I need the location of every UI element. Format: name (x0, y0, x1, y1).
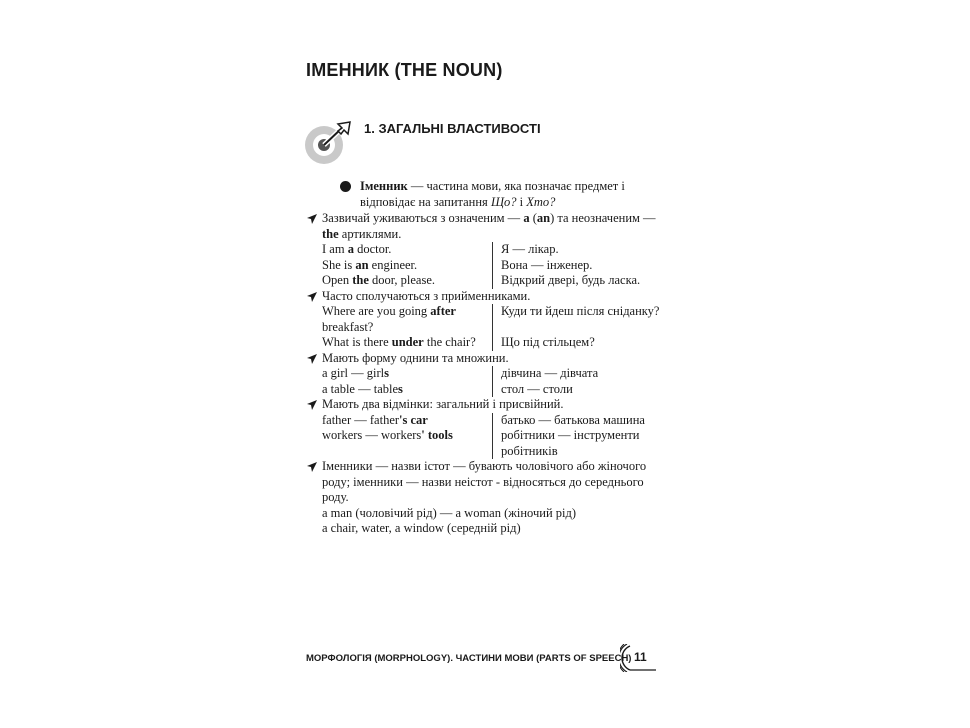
rule-text: Мають два відмінки: загальний і присвійний. (322, 397, 564, 411)
example-table (322, 413, 666, 460)
arrow-bullet-icon (306, 461, 318, 473)
example-en: I am a doctor. (322, 242, 392, 256)
rule-text: ( (529, 211, 537, 225)
definition-term: Іменник (360, 179, 408, 193)
bullet-dot-icon (340, 181, 351, 192)
definition (340, 178, 670, 210)
question-what: Що? (490, 195, 517, 209)
example-uk: стол — столи (492, 382, 666, 398)
arrow-bullet-icon (306, 353, 318, 365)
rule-articles (306, 211, 666, 242)
rule-text: Мають форму однини та множини. (322, 350, 509, 365)
example-uk: Куди ти йдеш після сніданку? (492, 304, 666, 335)
arrow-bullet-icon (306, 213, 318, 225)
rule-text: Зазвичай уживаються з означеним — (322, 211, 524, 225)
question-who: Хто? (526, 195, 556, 209)
definition-and: і (516, 195, 527, 209)
example-uk: батько — батькова машина (492, 413, 666, 429)
example-en: a girl — girls (322, 366, 390, 380)
example-table (322, 304, 666, 351)
example-en: a table — tables (322, 381, 403, 396)
definition-text: — частина мови, яка позначає предмет і відповідає на запитання (360, 179, 625, 209)
rule-text: артиклями. (338, 226, 402, 241)
example-en: Open the door, please. (322, 273, 436, 287)
example-uk: робітники — інструменти робітників (492, 428, 666, 459)
example-uk: Вона — інженер. (492, 258, 666, 274)
article-the: the (322, 226, 339, 241)
example-table (322, 366, 666, 397)
rule-case (306, 397, 666, 413)
arrow-bullet-icon (306, 291, 318, 303)
example-en: She is an engineer. (322, 257, 418, 272)
page-number: 11 (634, 650, 647, 664)
example-uk: дівчина — дівчата (492, 366, 666, 382)
example-en: What is there under the chair? (322, 335, 476, 349)
rule-number (306, 351, 666, 367)
rule-gender (306, 459, 666, 506)
example-uk: Що під стільцем? (492, 335, 666, 351)
example-neuter: a chair, water, a window (середній рід) (322, 521, 521, 535)
example-en: Where are you going after breakfast? (322, 304, 456, 334)
running-footer: МОРФОЛОГІЯ (MORPHOLOGY). ЧАСТИНИ МОВИ (PARTS OF SPEECH) (306, 653, 632, 664)
rule-prepositions (306, 289, 666, 305)
example-uk: Відкрий двері, будь ласка. (492, 273, 666, 289)
rule-text: ) та неозначеним — (550, 211, 656, 225)
example-en: workers — workers' tools (322, 428, 453, 442)
rule-text: Часто сполучаються з прийменниками. (322, 288, 531, 303)
arrow-bullet-icon (306, 399, 318, 411)
example-gender: a man (чоловічий рід) — a woman (жіночий рід) (322, 505, 577, 520)
page-title: ІМЕННИК (THE NOUN) (306, 60, 503, 80)
article-an: an (536, 211, 551, 225)
example-uk: Я — лікар. (492, 242, 666, 258)
rules-body (306, 211, 666, 537)
section-title: 1. ЗАГАЛЬНІ ВЛАСТИВОСТІ (364, 121, 541, 136)
example-table (322, 242, 666, 289)
example-en: father — father's car (322, 412, 428, 427)
article-a: a (523, 211, 530, 225)
target-arrow-icon (304, 120, 352, 166)
rule-text: Іменники — назви істот — бувають чоловічого або жіночого роду; іменники — назви неістот - відносяться до середнього роду. (322, 459, 647, 504)
